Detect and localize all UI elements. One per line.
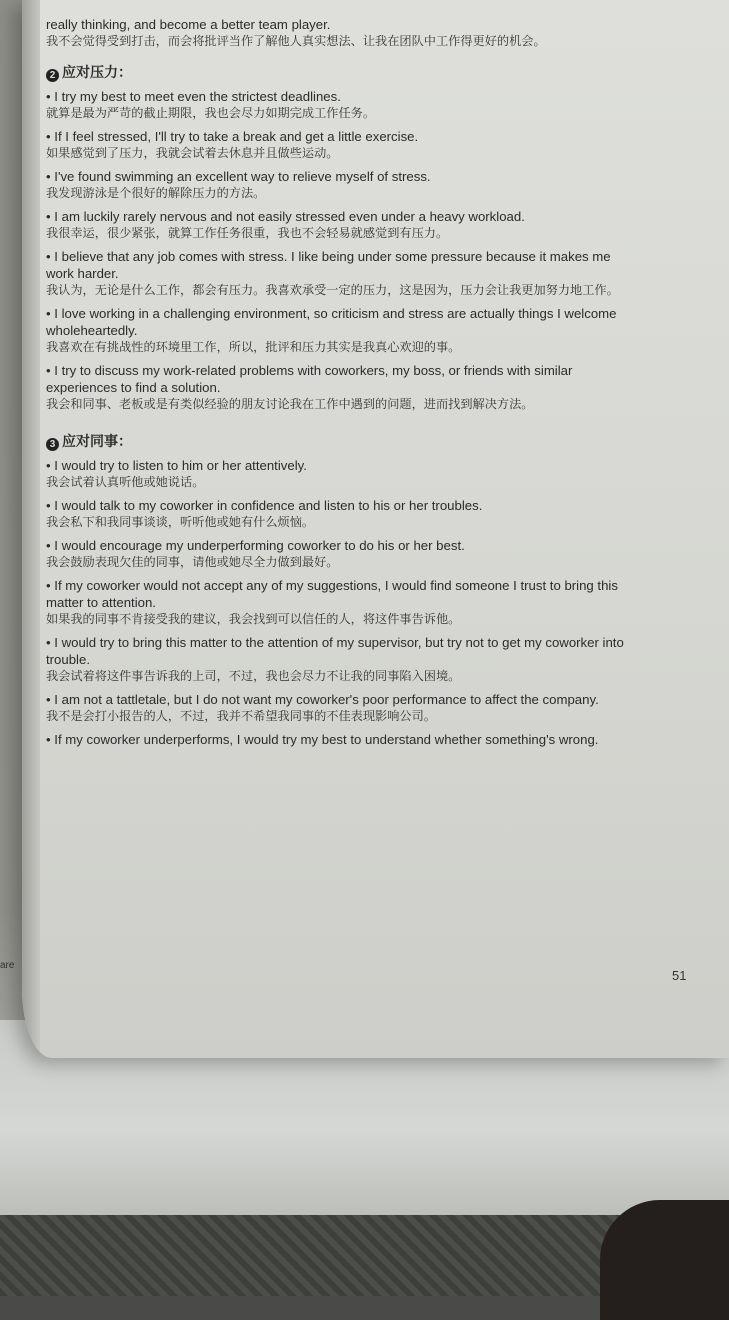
list-item bbox=[46, 88, 706, 122]
page-edge bbox=[22, 0, 40, 1058]
page-number: 51 bbox=[672, 968, 687, 983]
list-item bbox=[46, 248, 706, 299]
phrase-english: trouble. bbox=[46, 652, 90, 667]
phrase-chinese: 我会私下和我同事谈谈，听听他或她有什么烦恼。 bbox=[46, 515, 315, 529]
section-title: 应对压力： bbox=[62, 64, 132, 80]
list-item bbox=[46, 497, 706, 531]
list-item bbox=[46, 168, 706, 202]
phrase-chinese: 如果感觉到了压力，我就会试着去休息并且做些运动。 bbox=[46, 146, 339, 160]
margin-text-fragment: are bbox=[0, 960, 15, 971]
phrase-chinese: 我会试着认真听他或她说话。 bbox=[46, 475, 205, 489]
phrase-english: • If my coworker would not accept any of my suggestions, I would find someone I trust to bring this bbox=[46, 577, 706, 594]
phrase-english: experiences to find a solution. bbox=[46, 380, 221, 395]
list-item bbox=[46, 577, 706, 628]
phrase-english: • I would try to listen to him or her attentively. bbox=[46, 457, 706, 474]
list-item bbox=[46, 305, 706, 356]
section-number-icon: 3 bbox=[46, 438, 59, 451]
phrase-english: • I love working in a challenging environment, so criticism and stress are actually things I welcome bbox=[46, 305, 706, 322]
intro-chinese: 我不会觉得受到打击，而会将批评当作了解他人真实想法、让我在团队中工作得更好的机会。 bbox=[46, 34, 546, 48]
stress-phrase-list bbox=[46, 88, 706, 413]
phrase-chinese: 就算是最为严苛的截止期限，我也会尽力如期完成工作任务。 bbox=[46, 106, 376, 120]
phrase-english: • I believe that any job comes with stress. I like being under some pressure because it makes me bbox=[46, 248, 706, 265]
list-item bbox=[46, 457, 706, 491]
list-item bbox=[46, 731, 706, 748]
list-item bbox=[46, 208, 706, 242]
phrase-english: • I am not a tattletale, but I do not want my coworker's poor performance to affect the company. bbox=[46, 691, 706, 708]
section-title: 应对同事： bbox=[62, 433, 132, 449]
phrase-chinese: 我会试着将这件事告诉我的上司，不过，我也会尽力不让我的同事陷入困境。 bbox=[46, 669, 461, 683]
phrase-english: work harder. bbox=[46, 266, 119, 281]
phrase-english: • I try to discuss my work-related problems with coworkers, my boss, or friends with similar bbox=[46, 362, 706, 379]
phrase-english: • I am luckily rarely nervous and not easily stressed even under a heavy workload. bbox=[46, 208, 706, 225]
phrase-english: • I've found swimming an excellent way to relieve myself of stress. bbox=[46, 168, 706, 185]
list-item bbox=[46, 128, 706, 162]
phrase-english: wholeheartedly. bbox=[46, 323, 138, 338]
phrase-chinese: 我会鼓励表现欠佳的同事，请他或她尽全力做到最好。 bbox=[46, 555, 339, 569]
phrase-chinese: 我不是会打小报告的人，不过，我并不希望我同事的不佳表现影响公司。 bbox=[46, 709, 436, 723]
phrase-chinese: 如果我的同事不肯接受我的建议，我会找到可以信任的人，将这件事告诉他。 bbox=[46, 612, 461, 626]
list-item bbox=[46, 537, 706, 571]
phrase-chinese: 我认为，无论是什么工作，都会有压力。我喜欢承受一定的压力，这是因为，压力会让我更加努力地工作。 bbox=[46, 283, 619, 297]
phrase-english: • If my coworker underperforms, I would try my best to understand whether something's wrong. bbox=[46, 731, 706, 748]
section-heading-coworker bbox=[46, 431, 706, 451]
phrase-chinese: 我会和同事、老板或是有类似经验的朋友讨论我在工作中遇到的问题，进而找到解决方法。 bbox=[46, 397, 534, 411]
list-item bbox=[46, 691, 706, 725]
foot-shadow bbox=[600, 1200, 729, 1320]
phrase-english: • If I feel stressed, I'll try to take a break and get a little exercise. bbox=[46, 128, 706, 145]
phrase-chinese: 我发现游泳是个很好的解除压力的方法。 bbox=[46, 186, 266, 200]
phrase-chinese: 我喜欢在有挑战性的环境里工作，所以，批评和压力其实是我真心欢迎的事。 bbox=[46, 340, 461, 354]
phrase-english: • I try my best to meet even the strictest deadlines. bbox=[46, 88, 706, 105]
phrase-english: • I would encourage my underperforming coworker to do his or her best. bbox=[46, 537, 706, 554]
phrase-chinese: 我很幸运，很少紧张，就算工作任务很重，我也不会轻易就感觉到有压力。 bbox=[46, 226, 449, 240]
page-content bbox=[46, 16, 706, 748]
section-heading-stress bbox=[46, 62, 706, 82]
intro-english: really thinking, and become a better team player. bbox=[46, 17, 331, 32]
book-page bbox=[22, 0, 729, 1058]
phrase-english: matter to attention. bbox=[46, 595, 156, 610]
list-item bbox=[46, 634, 706, 685]
phrase-english: • I would talk to my coworker in confidence and listen to his or her troubles. bbox=[46, 497, 706, 514]
coworker-phrase-list bbox=[46, 457, 706, 748]
list-item bbox=[46, 362, 706, 413]
phrase-english: • I would try to bring this matter to the attention of my supervisor, but try not to get my coworker into bbox=[46, 634, 706, 651]
section-number-icon: 2 bbox=[46, 69, 59, 82]
